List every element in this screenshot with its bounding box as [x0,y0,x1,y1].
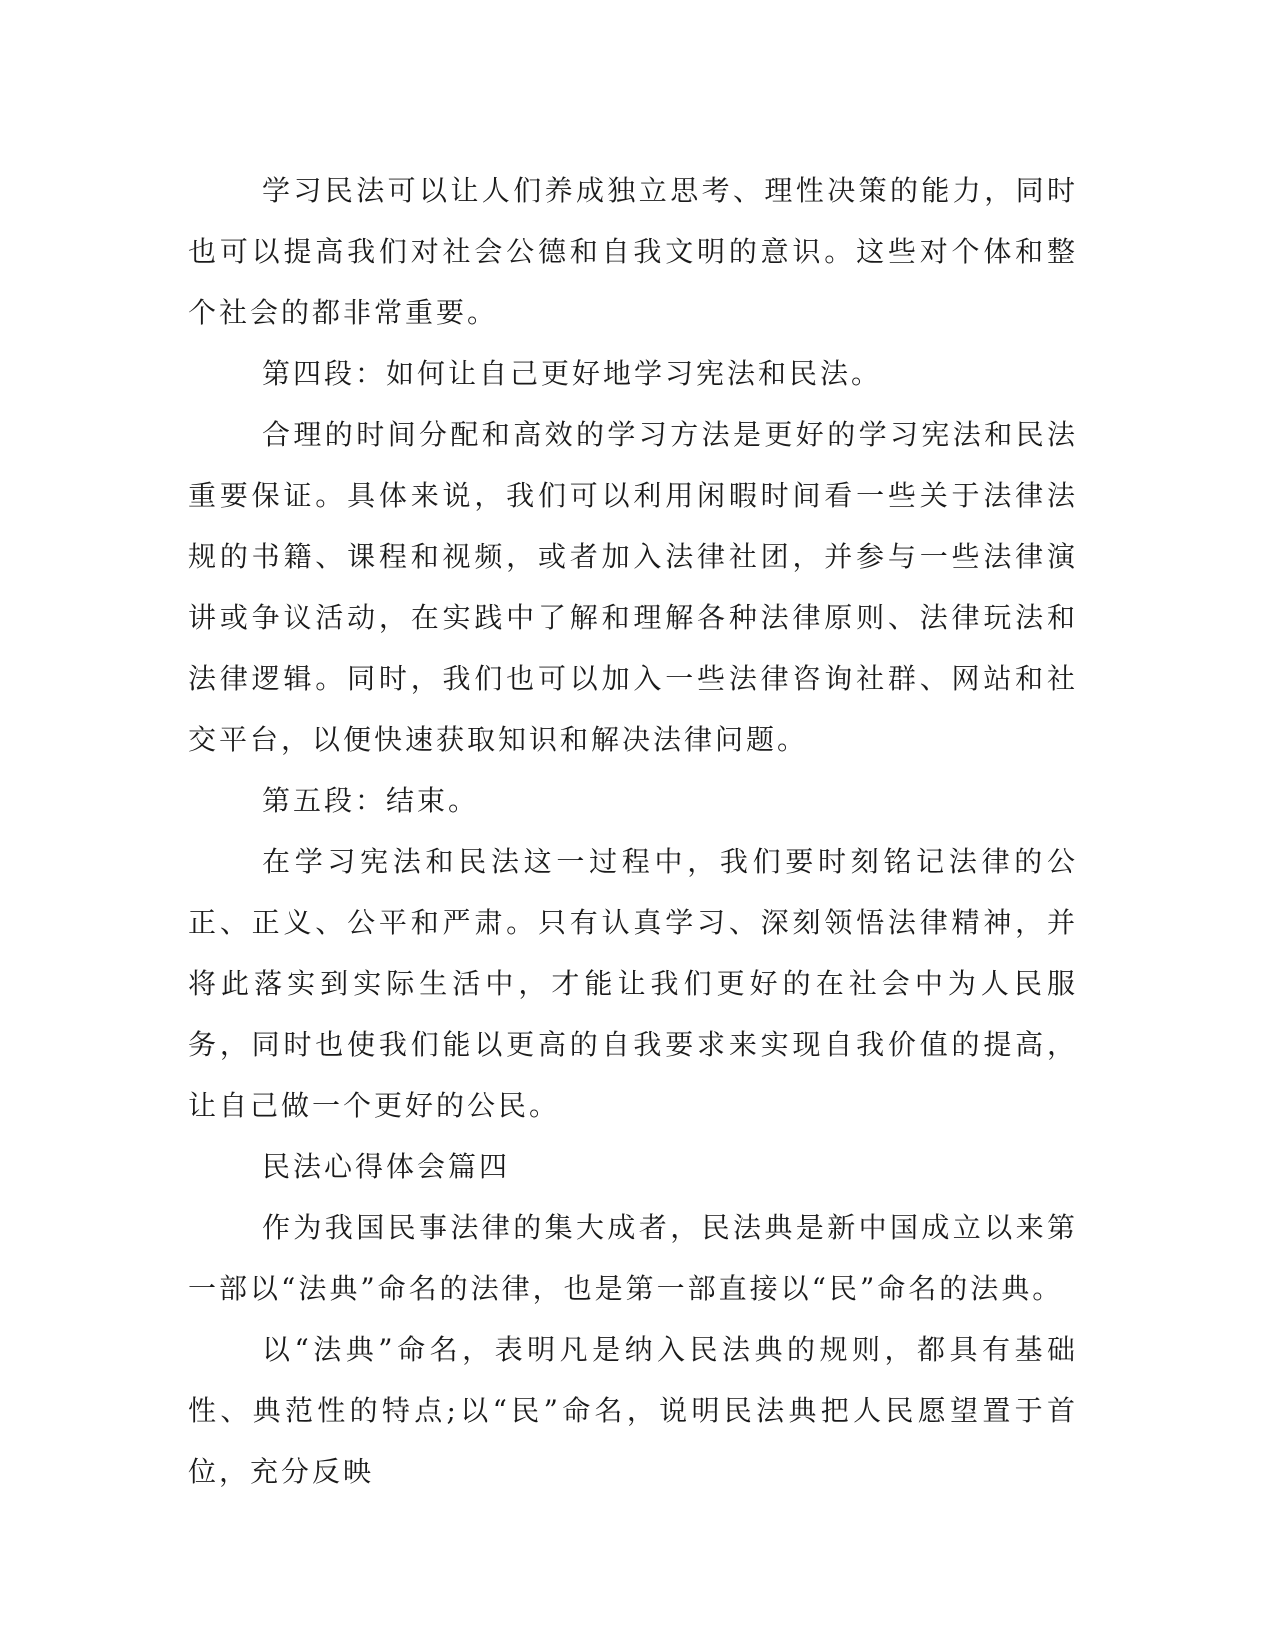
paragraph-civil-law-benefits: 学习民法可以让人们养成独立思考、理性决策的能力，同时也可以提高我们对社会公德和自我文明的意识。这些对个体和整个社会的都非常重要。 [188,174,1078,329]
section-heading-five: 第五段：结束。 [262,784,480,817]
paragraph-civil-code-naming: 以“法典”命名，表明凡是纳入民法典的规则，都具有基础性、典范性的特点;以“民”命名，说明民法典把人民愿望置于首位，充分反映 [188,1333,1078,1488]
paragraph-conclusion: 在学习宪法和民法这一过程中，我们要时刻铭记法律的公正、正义、公平和严肃。只有认真学习、深刻领悟法律精神，并将此落实到实际生活中，才能让我们更好的在社会中为人民服务，同时也使我们能以更高的自我要求来实现自我价值的提高，让自己做一个更好的公民。 [188,845,1078,1122]
paragraph-civil-code-intro: 作为我国民事法律的集大成者，民法典是新中国成立以来第一部以“法典”命名的法律，也是第一部直接以“民”命名的法典。 [188,1211,1078,1305]
section-heading-four: 第四段：如何让自己更好地学习宪法和民法。 [262,357,883,390]
article-title-part-four: 民法心得体会篇四 [262,1150,511,1183]
document-body [188,160,1078,1502]
paragraph-study-methods: 合理的时间分配和高效的学习方法是更好的学习宪法和民法重要保证。具体来说，我们可以利用闲暇时间看一些关于法律法规的书籍、课程和视频，或者加入法律社团，并参与一些法律演讲或争议活动，在实践中了解和理解各种法律原则、法律玩法和法律逻辑。同时，我们也可以加入一些法律咨询社群、网站和社交平台，以便快速获取知识和解决法律问题。 [188,418,1078,756]
